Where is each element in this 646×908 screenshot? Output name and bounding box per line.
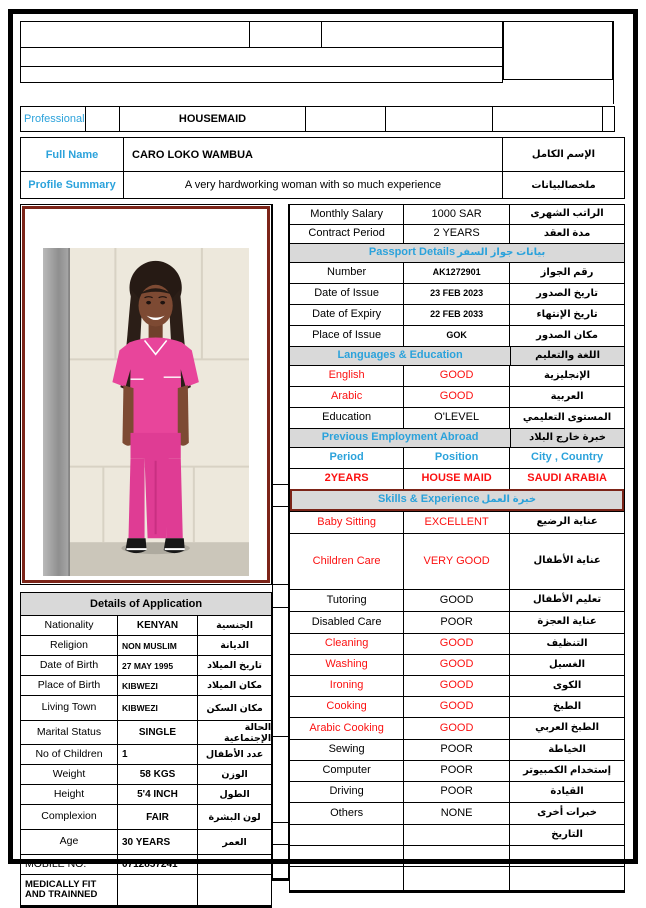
row-label: Baby Sitting [317,515,376,528]
empty-cell [273,823,288,845]
detail-value: FAIR [117,805,197,829]
section-header-en: Languages & Education [337,349,463,362]
info-row [290,845,624,866]
row-value: VERY GOOD [403,534,509,589]
detail-arabic-label [197,875,271,905]
empty-cell [249,22,321,47]
row-value: GOOD [403,718,509,739]
row-label: Disabled Care [311,615,382,628]
row-arabic-label: عناية العجزة [509,612,624,633]
empty-cell [305,107,385,131]
row-value: NONE [403,803,509,824]
section-header-en: Skills & Experience [377,493,480,506]
detail-value: 0712857241 [117,855,197,874]
detail-value: 30 YEARS [117,830,197,854]
full-name-row [21,138,624,171]
divider-strip-column [272,204,289,881]
full-name-arabic: الإسم الكامل [502,138,624,171]
row-label: Computer [322,764,371,777]
row-label [290,825,403,845]
info-row [290,533,624,589]
row-arabic-label: العربية [509,387,624,407]
section-header-en: Previous Employment Abroad [321,431,479,444]
detail-label: Age [59,835,79,848]
row-arabic-label: تعليم الأطفال [509,590,624,611]
row-arabic-label: تاريخ الإنتهاء [509,305,624,325]
row-arabic-label: City , Country [509,448,624,468]
detail-arabic-label [197,855,271,874]
detail-label: No of Children [35,747,103,760]
details-row [21,675,271,695]
section-header-row [290,346,624,365]
row-value: Position [403,448,509,468]
row-arabic-label: إستخدام الكمبيوتر [509,761,624,781]
row-value: 2 YEARS [403,225,509,243]
section-header-row [290,428,624,447]
detail-value: 1 [117,745,197,764]
row-label: Contract Period [308,227,385,240]
detail-label: Weight [52,767,86,780]
detail-arabic-label: الجنسية [197,616,271,635]
detail-arabic-label: الوزن [197,765,271,784]
detail-arabic-label: تاريخ الميلاد [197,656,271,675]
details-table-title: Details of Application [21,593,271,616]
row-value: GOOD [403,590,509,611]
row-arabic-label [509,846,624,866]
info-row [290,589,624,611]
row-arabic-label: عناية الأطفال [509,534,624,589]
row-label [290,867,403,890]
info-row [290,365,624,386]
detail-value [117,875,197,905]
detail-arabic-label: عدد الأطفال [197,745,271,764]
detail-label: Complexion [41,810,97,823]
row-label: Place of Issue [312,329,382,342]
row-label: Driving [329,785,364,798]
profile-summary-value: A very hardworking woman with so much experience [123,172,502,198]
info-row [290,633,624,654]
info-row [290,760,624,781]
detail-arabic-label: الحالة الإجتماعية [197,721,271,744]
full-name-label: Full Name [45,148,99,161]
applicant-photo-frame [22,206,270,583]
info-row [290,866,624,890]
row-arabic-label: الإنجليزية [509,366,624,386]
applicant-photo-illustration [43,248,249,576]
empty-cell [273,585,288,608]
info-row [290,224,624,243]
detail-label: MEDICALLY FIT AND TRAINNED [25,879,98,900]
profession-value: HOUSEMAID [119,107,305,131]
info-row [290,468,624,489]
row-label: Children Care [312,554,381,567]
details-row [21,784,271,804]
detail-arabic-label: الديانة [197,636,271,655]
row-arabic-label: تاريخ الصدور [509,284,624,304]
row-value: 1000 SAR [403,205,509,224]
info-row [290,739,624,760]
row-label: Others [330,806,364,819]
details-rows [21,616,271,905]
row-arabic-label: الكوى [509,676,624,696]
row-value: GOOD [403,676,509,696]
full-name-value: CARO LOKO WAMBUA [123,138,502,171]
professional-row [20,106,615,132]
empty-cell [20,67,503,83]
detail-label: Marital Status [36,725,102,738]
details-row [21,655,271,675]
detail-label: Living Town [41,701,97,714]
info-row [290,717,624,739]
row-arabic-label: الطبخ العربي [509,718,624,739]
row-value: POOR [403,612,509,633]
top-info-left [20,21,503,83]
row-label: Cooking [326,700,367,713]
row-label: 2YEARS [324,472,369,485]
detail-value: NON MUSLIM [117,636,197,655]
row-label: Period [329,451,364,464]
info-row [290,262,624,283]
detail-label: Height [53,787,85,800]
row-value [403,825,509,845]
row-arabic-label: الخياطة [509,740,624,760]
row-value: GOOD [403,366,509,386]
info-row [290,447,624,468]
empty-cell [273,737,288,823]
row-arabic-label: الطبخ [509,697,624,717]
row-label: Education [322,411,372,424]
row-label: Ironing [329,679,364,692]
row-label: Date of Issue [314,287,380,300]
row-arabic-label: التنظيف [509,634,624,654]
info-row [290,511,624,533]
row-value: GOK [403,326,509,346]
row-value: EXCELLENT [403,512,509,533]
empty-cell [385,107,492,131]
row-label: Monthly Salary [310,207,383,220]
section-header-ar: بيانات جواز السفر [457,246,546,258]
row-value: O'LEVEL [403,408,509,428]
section-header-en: Passport Details [368,246,456,259]
details-row [21,695,271,720]
info-row [290,824,624,845]
row-value: AK1272901 [403,263,509,283]
row-value: GOOD [403,655,509,675]
details-of-application-table [20,592,272,908]
detail-label: MOBILE NO. [25,857,87,870]
row-value: POOR [403,782,509,802]
left-column [20,204,272,908]
profile-summary-arabic: ملخصالبيانات [502,172,624,198]
section-header [290,244,624,262]
section-header [292,491,622,509]
applicant-photo [43,248,249,576]
detail-value: KIBWEZI [117,676,197,695]
photo-cell [20,204,272,585]
row-value: POOR [403,761,509,781]
row-arabic-label: خبرات أخرى [509,803,624,824]
empty-cell [85,107,119,131]
empty-cell [20,47,503,67]
row-value: HOUSE MAID [403,469,509,489]
cv-document-page [8,9,638,900]
details-row [21,804,271,829]
row-arabic-label [509,867,624,890]
row-value: GOOD [403,634,509,654]
main-area [20,204,625,908]
row-label: Washing [325,658,368,671]
detail-arabic-label: مكان الميلاد [197,676,271,695]
profile-summary-label: Profile Summary [28,179,116,191]
section-header-ar: خبرة العمل [481,493,537,505]
row-value [403,846,509,866]
details-row [21,854,271,874]
row-label: Date of Expiry [312,308,382,321]
agency-logo-box [503,21,613,80]
row-label: Arabic [331,390,363,403]
empty-cell [602,107,614,131]
detail-arabic-label: لون البشرة [197,805,271,829]
detail-label: Place of Birth [37,678,101,691]
row-value: 23 FEB 2023 [403,284,509,304]
info-row [290,283,624,304]
info-row [290,611,624,633]
name-table [20,137,625,199]
details-row [21,874,271,905]
detail-label: Date of Birth [39,658,99,671]
detail-value: 58 KGS [117,765,197,784]
detail-value: KENYAN [117,616,197,635]
detail-arabic-label: العمر [197,830,271,854]
empty-cell [273,845,288,878]
info-row [290,675,624,696]
row-arabic-label: القيادة [509,782,624,802]
details-row [21,616,271,635]
row-label [290,846,403,866]
detail-value: 5'4 INCH [117,785,197,804]
detail-value: SINGLE [117,721,197,744]
detail-arabic-label: مكان السكن [197,696,271,720]
row-label: English [328,369,365,382]
details-row [21,764,271,784]
row-arabic-label: مكان الصدور [509,326,624,346]
row-value: GOOD [403,697,509,717]
info-table [289,204,625,893]
info-row [290,696,624,717]
section-header-row [290,489,624,511]
empty-cell [273,507,288,585]
row-arabic-label: الراتب الشهرى [509,205,624,224]
section-header-ar: اللغة والتعليم [510,347,624,365]
empty-cell [613,21,625,104]
row-arabic-label: مدة العقد [509,225,624,243]
info-row [290,205,624,224]
empty-cell [321,22,502,47]
info-row [290,407,624,428]
details-row [21,635,271,655]
detail-label: Nationality [44,618,94,631]
detail-value: 27 MAY 1995 [117,656,197,675]
row-label: Number [327,266,367,279]
details-row [21,744,271,764]
row-arabic-label: الغسيل [509,655,624,675]
empty-cell [492,107,602,131]
empty-cell [21,22,249,47]
row-label: Cleaning [324,637,369,650]
empty-cell [273,204,288,485]
info-row [290,654,624,675]
info-row [290,325,624,346]
info-row [290,304,624,325]
details-row [21,829,271,854]
row-arabic-label: عناية الرضيع [509,512,624,533]
professional-label: Professional [24,113,85,125]
section-header-row [290,243,624,262]
row-value: 22 FEB 2033 [403,305,509,325]
row-arabic-label: المستوى التعليمي [509,408,624,428]
section-header-ar: خبرة خارج البلاد [510,429,624,447]
details-row [21,720,271,744]
row-value: GOOD [403,387,509,407]
top-info-table [20,21,625,104]
info-row [290,781,624,802]
row-arabic-label: التاريخ [509,825,624,845]
row-value [403,867,509,890]
row-label: Arabic Cooking [309,721,384,734]
detail-value: KIBWEZI [117,696,197,720]
info-row [290,802,624,824]
info-row [290,386,624,407]
row-label: Sewing [328,743,365,756]
row-value: POOR [403,740,509,760]
detail-label: Religion [50,638,88,651]
detail-arabic-label: الطول [197,785,271,804]
row-arabic-label: SAUDI ARABIA [509,469,624,489]
row-label: Tutoring [326,593,367,606]
profile-summary-row [21,171,624,198]
row-arabic-label: رقم الجواز [509,263,624,283]
empty-cell [273,608,288,737]
empty-cell [273,485,288,507]
